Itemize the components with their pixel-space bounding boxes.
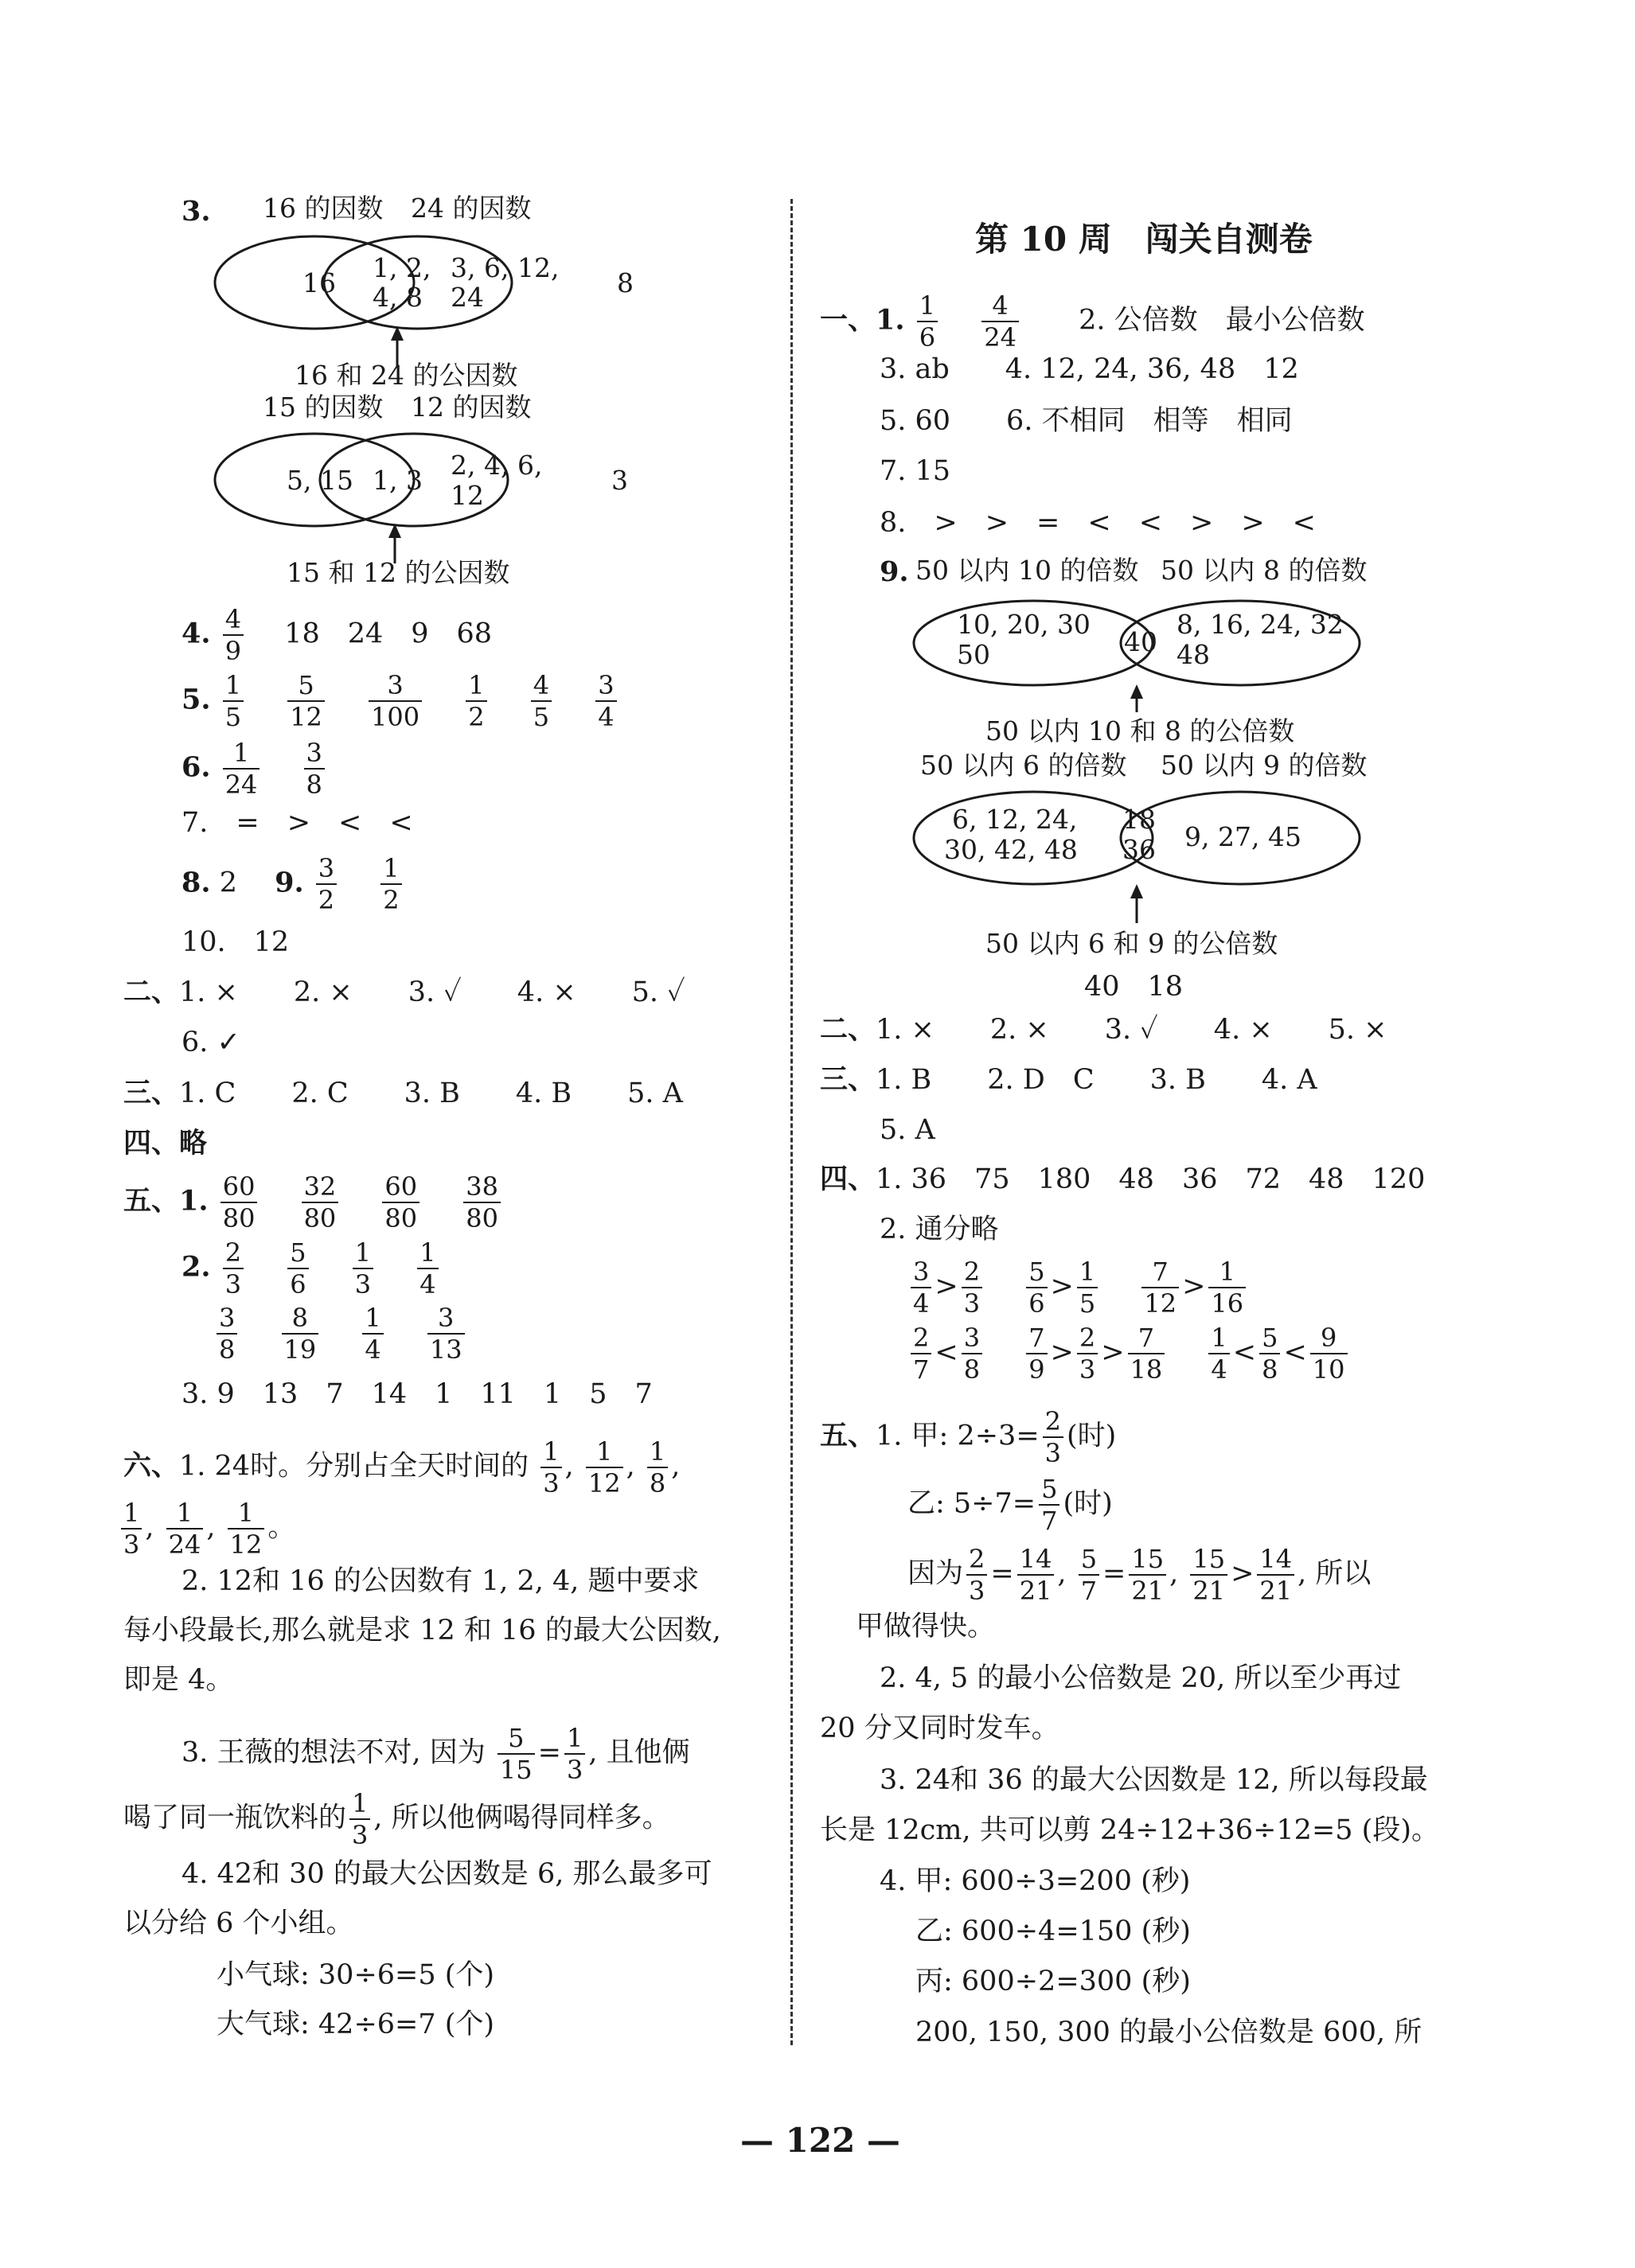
q10-line: 10. 12 xyxy=(181,926,290,958)
venn-only-a-1: 10, 20, 30 xyxy=(957,609,1091,640)
venn-label-a: 50 以内 10 的倍数 xyxy=(915,555,1139,586)
r-s4-q2: 2. 通分略 xyxy=(880,1214,999,1245)
venn-side-value: 3 xyxy=(611,465,628,496)
r-s3-item5: 5. A xyxy=(880,1114,935,1146)
r-s5-q4-line2: 乙: 600÷4=150 (秒) xyxy=(915,1915,1191,1947)
venn-side-value: 8 xyxy=(617,267,634,298)
venn-label-a: 15 的因数 xyxy=(263,392,384,423)
venn-only-b-2: 24 xyxy=(451,282,484,313)
section-3-line: 三、1. C 2. C 3. B 4. B 5. A xyxy=(123,1077,683,1109)
r-s5-q3-line2: 长是 12cm, 共可以剪 24÷12+36÷12=5 (段)。 xyxy=(820,1814,1439,1846)
r-s4-compare-2: $\frac{2}{7}$ < $\frac{3}{8}$ $\frac{7}{9}$ > $\frac{2}{3}$ > $\frac{7}{18}$ $\frac{1}{4}$ < $\frac{5}{8}$ < $\frac{9}{10}$ xyxy=(907,1325,1351,1382)
venn-only-b-1: 3, 6, 12, xyxy=(451,252,560,283)
section-5-q2a: 2. $\frac{2}{3}$ $\frac{5}{6}$ $\frac{1}{3}$ $\frac{1}{4}$ xyxy=(181,1240,442,1297)
venn-only-a: 16 xyxy=(302,267,336,298)
venn-label-a: 50 以内 6 的倍数 xyxy=(920,750,1127,781)
venn-label-b: 12 的因数 xyxy=(411,392,532,423)
venn-caption: 16 和 24 的公因数 xyxy=(295,360,518,391)
r-s5-q4-line3: 丙: 600÷2=300 (秒) xyxy=(915,1966,1191,1997)
section-5-q1: 五、1. $\frac{60}{80}$ $\frac{32}{80}$ $\frac{60}{80}$ $\frac{38}{80}$ xyxy=(123,1174,504,1231)
venn-multiples-6-9 xyxy=(907,744,1385,967)
section-2-line: 二、1. × 2. × 3. ✓ 4. × 5. ✓ xyxy=(123,976,685,1008)
r-s4-compare-1: $\frac{3}{4}$ > $\frac{2}{3}$ $\frac{5}{6}$ > $\frac{1}{5}$ $\frac{7}{12}$ > $\frac{1}{16}$ xyxy=(907,1259,1249,1316)
section-5-q2b: $\frac{3}{8}$ $\frac{8}{19}$ $\frac{1}{4}$ $\frac{3}{13}$ xyxy=(213,1305,468,1362)
venn-common-2: 4, 8 xyxy=(373,282,423,313)
q4-values: 18 24 9 68 xyxy=(284,618,493,650)
r-s1-q8: 8. > > = < < > > < xyxy=(880,507,1317,539)
venn-label-a: 16 的因数 xyxy=(263,193,384,224)
venn-only-b-1: 8, 16, 24, 32 xyxy=(1176,609,1344,640)
venn-common-1: 18 xyxy=(1122,804,1156,835)
r-s1-q1: 一、1. $\frac{1}{6}$ $\frac{4}{24}$ 2. 公倍数 最小公倍数 xyxy=(820,290,1365,353)
venn-common: 40 xyxy=(1124,626,1157,657)
venn-only-b-2: 48 xyxy=(1176,639,1210,670)
s6-q4-line1: 4. 42和 30 的最大公因数是 6, 那么最多可 xyxy=(181,1858,712,1890)
venn-multiples-10-8 xyxy=(907,549,1385,748)
r-s1-q9-number: 9. xyxy=(880,555,909,588)
s6-q3-line1: 3. 王薇的想法不对, 因为 $\frac{5}{15}$ = $\frac{1}{3}$ , 且他俩 xyxy=(181,1723,690,1785)
section-6-q1-line2: $\frac{1}{3}$ , $\frac{1}{24}$ , $\frac{1}{12}$ 。 xyxy=(118,1500,295,1557)
page-number: — 122 — xyxy=(740,2121,900,2160)
s6-q3-line2: 喝了同一瓶饮料的 $\frac{1}{3}$ , 所以他俩喝得同样多。 xyxy=(123,1788,670,1850)
q4-line: 4. $\frac{4}{9}$ 18 24 9 68 xyxy=(181,604,493,666)
venn-common-2: 36 xyxy=(1122,834,1156,865)
venn-label-b: 24 的因数 xyxy=(411,193,532,224)
r-s2-line: 二、1. × 2. × 3. ✓ 4. × 5. × xyxy=(820,1013,1387,1046)
s6-q2-line1: 2. 12和 16 的公因数有 1, 2, 4, 题中要求 xyxy=(181,1565,700,1597)
section-6-q1: 六、1. 24时。分别占全天时间的 $\frac{1}{3}$ , $\frac{1}{12}$ , $\frac{1}{8}$ , xyxy=(123,1436,681,1498)
r-s1-q7: 7. 15 xyxy=(880,455,951,487)
venn-label-b: 50 以内 9 的倍数 xyxy=(1161,750,1368,781)
venn-only-b-1: 2, 4, 6, xyxy=(451,450,543,481)
q5-line: 5. $\frac{1}{5}$ $\frac{5}{12}$ $\frac{3}{100}$ $\frac{1}{2}$ $\frac{4}{5}$ $\frac{3}{4}$ xyxy=(181,672,620,730)
venn-caption: 50 以内 6 和 9 的公倍数 xyxy=(985,928,1278,959)
r-s5-q1a: 五、1. 甲: 2÷3= $\frac{2}{3}$ (时) xyxy=(820,1406,1117,1468)
venn-only-b-2: 12 xyxy=(451,480,484,511)
s6-q4-line2: 以分给 6 个小组。 xyxy=(123,1908,354,1939)
venn-caption: 15 和 12 的公因数 xyxy=(287,557,510,588)
section-4-line: 四、略 xyxy=(123,1127,208,1159)
s6-q4-line3: 小气球: 30÷6=5 (个) xyxy=(217,1959,495,1991)
r-s5-q3-line1: 3. 24和 36 的最大公因数是 12, 所以每段最 xyxy=(880,1764,1428,1796)
s6-q2-line3: 即是 4。 xyxy=(123,1664,234,1696)
r-s5-q2-line1: 2. 4, 5 的最小公倍数是 20, 所以至少再过 xyxy=(880,1662,1402,1694)
venn-only-b: 9, 27, 45 xyxy=(1184,821,1301,852)
page-title: 第 10 周 闯关自测卷 xyxy=(975,220,1313,259)
venn-only-a-2: 30, 42, 48 xyxy=(944,834,1078,865)
r-s1-q3: 3. ab 4. 12, 24, 36, 48 12 xyxy=(880,353,1299,385)
r-s5-q4-line1: 4. 甲: 600÷3=200 (秒) xyxy=(880,1865,1191,1897)
r-s5-q1c: 因为 $\frac{2}{3}$ = $\frac{14}{21}$ , $\frac{5}{7}$ = $\frac{15}{21}$ , $\frac{15}{21}$ > $\frac{14}{21}$ , 所以 xyxy=(907,1544,1372,1606)
q6-line: 6. $\frac{1}{24}$ $\frac{3}{8}$ xyxy=(181,740,328,797)
q7-line: 7. = > < < xyxy=(181,807,413,839)
s6-q2-line2: 每小段最长,那么就是求 12 和 16 的最大公因数, xyxy=(123,1615,721,1646)
s6-q4-line4: 大气球: 42÷6=7 (个) xyxy=(217,2009,495,2040)
venn-only-a-2: 50 xyxy=(957,639,990,670)
r-s3-line: 三、1. B 2. D C 3. B 4. A xyxy=(820,1063,1317,1096)
r-s5-q2-line2: 20 分又同时发车。 xyxy=(820,1713,1059,1744)
venn-only-a: 5, 15 xyxy=(287,465,353,496)
q8-q9-line: 8. 2 9. $\frac{3}{2}$ $\frac{1}{2}$ xyxy=(181,855,405,913)
q3-number: 3. xyxy=(181,195,211,228)
r-s1-q10: 40 18 xyxy=(1084,971,1184,1003)
venn-caption: 50 以内 10 和 8 的公倍数 xyxy=(985,715,1295,746)
section-2-item6: 6. ✓ xyxy=(181,1027,240,1058)
r-s5-q1d: 甲做得快。 xyxy=(856,1611,996,1643)
venn-common-1: 1, 2, xyxy=(373,252,431,283)
column-divider xyxy=(790,199,793,2045)
r-s5-q4-line4: 200, 150, 300 的最小公倍数是 600, 所 xyxy=(915,2017,1422,2048)
r-s4-q1: 四、1. 36 75 180 48 36 72 48 120 xyxy=(820,1163,1426,1195)
r-s5-q1b: 乙: 5÷7= $\frac{5}{7}$ (时) xyxy=(907,1474,1113,1536)
venn-only-a-1: 6, 12, 24, xyxy=(952,804,1078,835)
venn-common: 1, 3 xyxy=(373,465,423,496)
venn-factors-16-24 xyxy=(215,191,634,391)
venn-factors-15-12 xyxy=(215,392,628,591)
r-s1-q5: 5. 60 6. 不相同 相等 相同 xyxy=(880,405,1293,437)
section-5-q3: 3. 9 13 7 14 1 11 1 5 7 xyxy=(181,1378,653,1410)
venn-label-b: 50 以内 8 的倍数 xyxy=(1161,555,1368,586)
